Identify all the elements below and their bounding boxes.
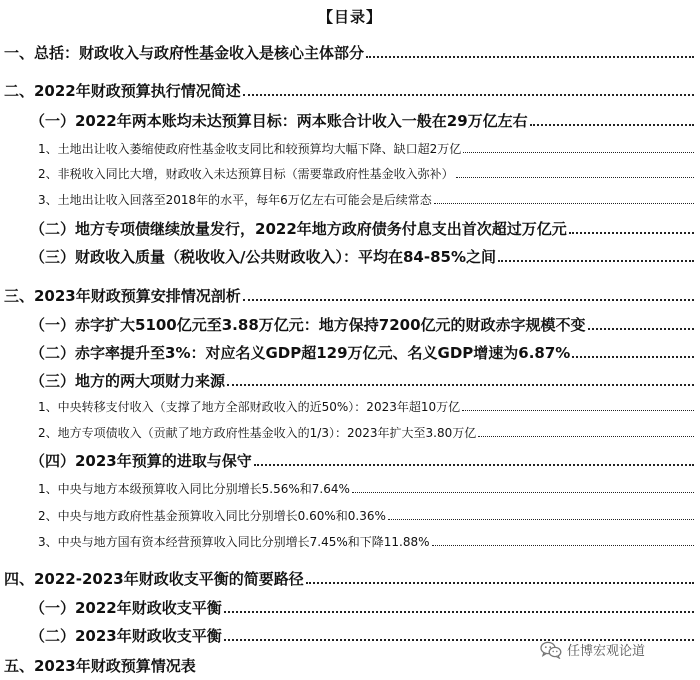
- toc-entry-2[interactable]: [4, 80, 694, 101]
- toc-entry-text: 3、中央与地方国有资本经营预算收入同比分别增长7.45%和下降11.88%: [38, 535, 430, 549]
- toc-entry-4[interactable]: [4, 568, 694, 589]
- toc-entry-2-1-1[interactable]: [38, 140, 694, 157]
- toc-entry-text: 1、中央与地方本级预算收入同比分别增长5.56%和7.64%: [38, 482, 350, 496]
- toc-entry-2-1-3[interactable]: [38, 191, 694, 208]
- leader-dots: [224, 611, 694, 613]
- toc-entry-text: （一）2022年两本账均未达预算目标：两本账合计收入一般在29万亿左右: [30, 112, 528, 130]
- leader-dots: [462, 410, 694, 411]
- leader-dots: [306, 582, 694, 584]
- toc-entry-text: （一）2022年财政收支平衡: [30, 599, 222, 617]
- toc-entry-text: 2、中央与地方政府性基金预算收入同比分别增长0.60%和0.36%: [38, 509, 386, 523]
- toc-entry-2-2[interactable]: [30, 218, 694, 239]
- toc-entry-2-3[interactable]: [30, 246, 694, 267]
- leader-dots: [456, 177, 694, 178]
- toc-entry-text: 2、地方专项债收入（贡献了地方政府性基金收入的1/3）：2023年扩大至3.80万亿: [38, 426, 477, 440]
- leader-dots: [243, 299, 694, 301]
- toc-entry-text: 1、中央转移支付收入（支撑了地方全部财政收入的近50%）：2023年超10万亿: [38, 400, 461, 414]
- toc-entry-5[interactable]: [4, 655, 524, 676]
- toc-entry-2-1[interactable]: [30, 110, 694, 131]
- toc-entry-1[interactable]: [4, 42, 694, 63]
- leader-dots: [227, 384, 694, 386]
- leader-dots: [388, 519, 694, 520]
- toc-entry-3-3-2[interactable]: [38, 424, 694, 441]
- toc-entry-text: （二）2023年财政收支平衡: [30, 627, 222, 645]
- toc-entry-text: （一）赤字扩大5100亿元至3.88万亿元：地方保持7200亿元的财政赤字规模不变: [30, 316, 586, 334]
- leader-dots: [463, 152, 694, 153]
- toc-entry-text: 3、土地出让收入回落至2018年的水平，每年6万亿左右可能会是后续常态: [38, 193, 432, 207]
- toc-entry-text: 四、2022-2023年财政收支平衡的简要路径: [4, 570, 304, 588]
- toc-entry-text: （二）赤字率提升至3%：对应名义GDP超129万亿元、名义GDP增速为6.87%: [30, 344, 571, 362]
- leader-dots: [569, 232, 694, 234]
- leader-dots: [434, 203, 694, 204]
- toc-entry-3-1[interactable]: [30, 314, 694, 335]
- toc-entry-text: 一、总括：财政收入与政府性基金收入是核心主体部分: [4, 44, 365, 62]
- leader-dots: [243, 94, 694, 96]
- toc-entry-3-4-1[interactable]: [38, 480, 694, 497]
- toc-entry-text: （三）财政收入质量（税收收入/公共财政收入）：平均在84-85%之间: [30, 248, 496, 266]
- leader-dots: [352, 492, 694, 493]
- wechat-icon: [540, 641, 562, 659]
- toc-entry-3-2[interactable]: [30, 342, 694, 363]
- leader-dots: [588, 328, 694, 330]
- toc-entry-text: （三）地方的两大项财力来源: [30, 372, 226, 390]
- toc-entry-3-4-3[interactable]: [38, 533, 694, 550]
- leader-dots: [478, 436, 694, 437]
- toc-entry-3-4-2[interactable]: [38, 507, 694, 524]
- leader-dots: [254, 464, 694, 466]
- toc-entry-text: 2、非税收入同比大增，财政收入未达预算目标（需要靠政府性基金收入弥补）: [38, 167, 454, 181]
- toc-entry-2-1-2[interactable]: [38, 165, 694, 182]
- toc-entry-3[interactable]: [4, 285, 694, 306]
- toc-entry-text: 五、2023年财政预算情况表: [4, 657, 196, 675]
- toc-entry-text: 二、2022年财政预算执行情况简述: [4, 82, 241, 100]
- toc-entry-text: 三、2023年财政预算安排情况剖析: [4, 287, 241, 305]
- toc-entry-4-1[interactable]: [30, 597, 694, 618]
- leader-dots: [498, 260, 694, 262]
- toc-entry-3-3[interactable]: [30, 370, 694, 391]
- toc-entry-text: （四）2023年预算的进取与保守: [30, 452, 252, 470]
- leader-dots: [432, 545, 694, 546]
- toc-entry-3-3-1[interactable]: [38, 398, 694, 415]
- toc-entry-text: 1、土地出让收入萎缩使政府性基金收支同比和较预算均大幅下降、缺口超2万亿: [38, 142, 462, 156]
- leader-dots: [366, 56, 694, 58]
- leader-dots: [572, 356, 694, 358]
- leader-dots: [530, 124, 694, 126]
- toc-title: 【目录】: [317, 8, 382, 26]
- watermark-text: 任博宏观论道: [567, 644, 646, 659]
- toc-entry-text: （二）地方专项债继续放量发行，2022年地方政府债务付息支出首次超过万亿元: [30, 220, 567, 238]
- watermark: [540, 640, 645, 659]
- toc-entry-3-4[interactable]: [30, 450, 694, 471]
